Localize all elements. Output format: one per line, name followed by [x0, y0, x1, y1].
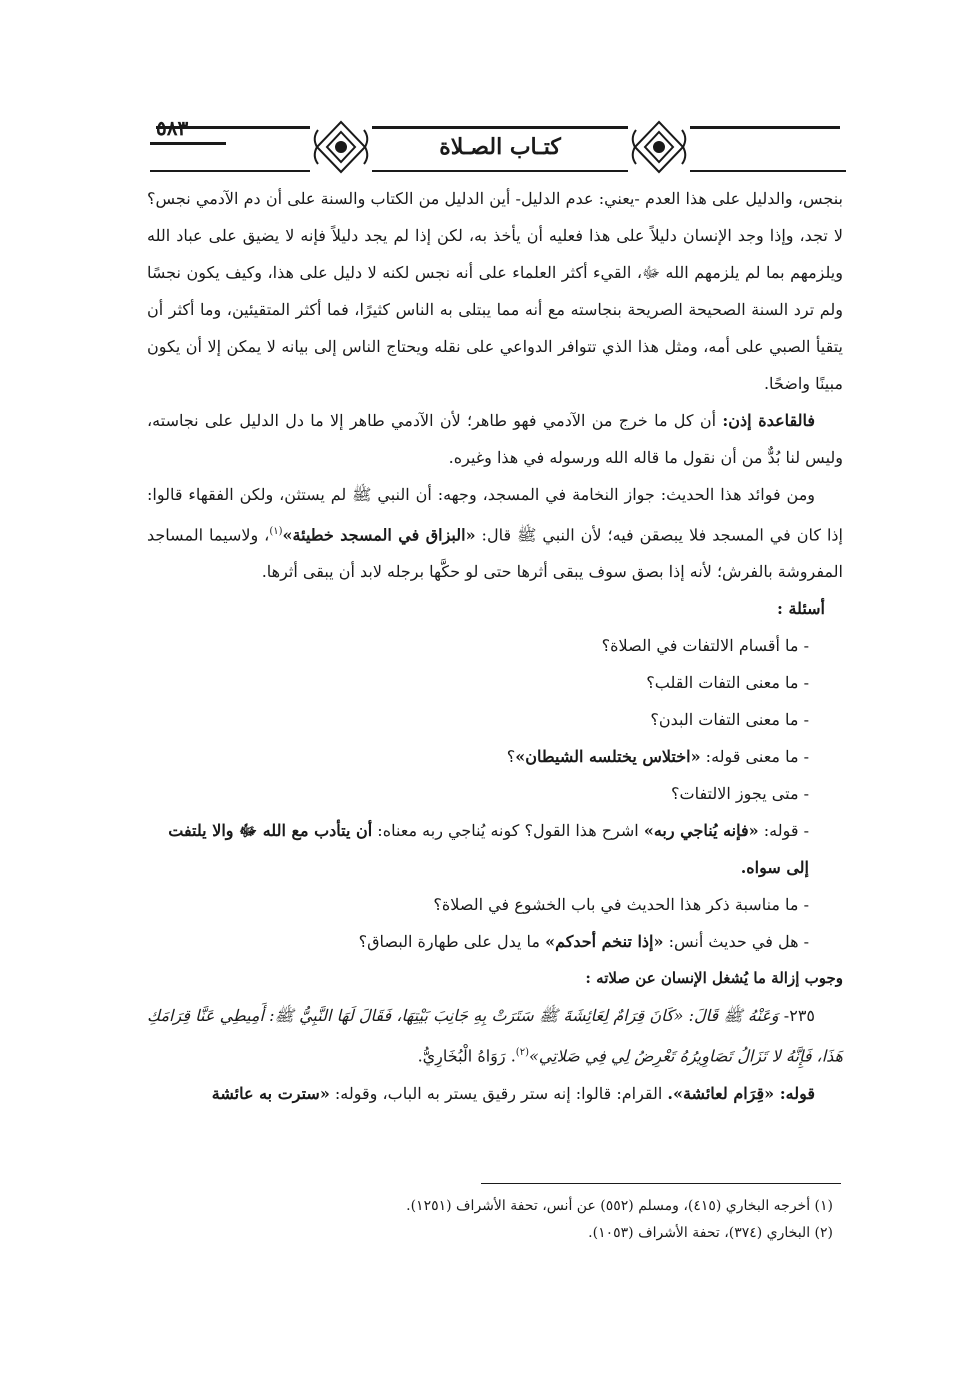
question-item: - ما معنى التفات القلب؟	[646, 673, 809, 693]
paragraph-1: بنجس، والدليل على هذا العدم -يعني: عدم الدليل- أين الدليل من الكتاب والسنة على أن دم الآدمي نجس؟ لا تجد، وإذا وجد الإنسان دليلاً على هذا فعليه أن يأخذ به، لكن إذا لم يجد دليلاً فإنه لا يضيق على عباد الله ويلزمهم بما لم يلزمهم الله ﷻ، القيء أكثر العلماء على أنه نجس لكنه لا دليل على هذا، وكيف يكون نجسًا ولم ترد السنة الصحيحة الصريحة بنجاسته مع أنه مما يبتلى به الناس كثيرًا، فما أكثر المتقيئين، وما أكثر أن يتقيأ الصبي على أمه، ومثل هذا الذي تتوافر الدواعي على نقله ويحتاج الناس إلى بيانه لا يمكن إلا أن يكون مبينًا واضحًا.	[147, 189, 843, 393]
paragraph-3	[147, 476, 843, 590]
paragraph-last-lead: قوله: «قِرَام لعائشة».	[667, 1083, 815, 1103]
question-8-quote: «إذا تنخم أحدكم»	[545, 932, 664, 952]
paragraph-last-quote: «سترت به عائشة	[211, 1083, 330, 1103]
question-item	[147, 812, 843, 886]
page-header	[150, 112, 846, 178]
header-rule-bottom	[150, 170, 846, 172]
header-ornament-right-icon	[628, 118, 690, 176]
footnote-1: (١) أخرجه البخاري (٤١٥)، ومسلم (٥٥٢) عن أنس، تحفة الأشراف (١٢٥١).	[406, 1198, 833, 1214]
question-6-quote: «فإنه يُناجي ربه»	[643, 821, 759, 841]
page-number: ٥٨٣	[150, 116, 226, 145]
paragraph-3-quote: «البزاق في المسجد خطيئة»	[282, 525, 476, 545]
header-title: كتـاب الصـلاة	[439, 134, 561, 160]
page-body	[147, 180, 843, 1112]
question-item: - ما أقسام الالتفات في الصلاة؟	[601, 636, 809, 656]
header-rule-top	[156, 126, 840, 129]
question-6-mid: اشرح هذا القول؟ كونه يُناجي ربه معناه:	[372, 821, 644, 841]
paragraph-3-text: ومن فوائد هذا الحديث: جواز النخامة في المسجد، وجهه: أن النبي ﷺ لم يستثن، ولكن الفقهاء قالوا: إذا كان في المسجد فلا يبصقن فيه؛ لأن النبي ﷺ قال:	[147, 485, 843, 545]
question-item	[147, 923, 809, 960]
paragraph-last-mid: القرام: قالوا: إنه ستر رقيق يستر به الباب، وقوله:	[329, 1083, 668, 1103]
header-ornament-left-icon	[310, 118, 372, 176]
footnote-ref-1: (١)	[269, 526, 283, 537]
questions-title: أسئلة :	[776, 599, 825, 619]
paragraph-2	[147, 402, 843, 476]
hadith-number: ٢٣٥-	[778, 1006, 815, 1026]
question-4-suffix: ؟	[506, 747, 516, 767]
question-6-prefix: - قوله:	[758, 821, 809, 841]
question-item: - متى يجوز الالتفات؟	[671, 784, 809, 804]
question-6-answer: أن يتأدب مع الله ﷻ والا يلتفت إلى سواه.	[168, 821, 809, 878]
hadith-235	[147, 997, 843, 1074]
question-item	[147, 738, 809, 775]
footnote-rule	[481, 1183, 841, 1184]
question-item: - ما معنى التفات البدن؟	[650, 710, 809, 730]
hadith-source: . رَوَاهُ الْبُخَارِيُّ.	[417, 1046, 516, 1066]
paragraph-3-tail: ، ولاسيما المساجد المفروشة بالفرش؛ لأنه إذا بصق سوف يبقى أثرها حتى لو حكَّها برجله لابد أن يبقى أثرها.	[147, 525, 843, 582]
question-8-suffix: ما يدل على طهارة البصاق؟	[358, 932, 546, 952]
footnote-ref-2: (٢)	[515, 1047, 529, 1059]
question-8-prefix: - هل في حديث أنس:	[663, 932, 809, 952]
question-4-quote: «اختلاس يختلسه الشيطان»	[515, 747, 701, 767]
section-title: وجوب إزالة ما يُشغل الإنسان عن صلاته :	[585, 969, 843, 988]
questions-list	[147, 627, 843, 960]
paragraph-last	[147, 1075, 843, 1112]
hadith-text: وَعَنْهُ ﷺ قَالَ: «كَانَ قِرَامٌ لِعَائِشَةَ ﷺ سَتَرَتْ بِهِ جَانِبَ بَيْتِهَا، فَقَالَ لَهَا النَّبِيُّ ﷺ: أَمِيطِي عَنَّا قِرَامَكِ هَذَا، فَإِنَّهُ لا تَزَالُ تَصَاوِيرُهُ تَعْرِضُ لِي فِي صَلاتِي»	[147, 1006, 843, 1066]
footnotes	[147, 1193, 833, 1247]
paragraph-2-lead: فالقاعدة إذن:	[722, 411, 816, 430]
question-4-prefix: - ما معنى قوله:	[700, 747, 809, 767]
paragraph-2-rest: أن كل ما خرج من الآدمي فهو طاهر؛ لأن الآدمي طاهر إلا ما دل الدليل على نجاسته، وليس لنا بُدٌّ من أن نقول ما قاله الله ورسوله في هذا وغيره.	[147, 411, 843, 467]
question-item: - ما مناسبة ذكر هذا الحديث في باب الخشوع في الصلاة؟	[433, 895, 809, 915]
footnote-2: (٢) البخاري (٣٧٤)، تحفة الأشراف (١٠٥٣).	[588, 1225, 833, 1241]
